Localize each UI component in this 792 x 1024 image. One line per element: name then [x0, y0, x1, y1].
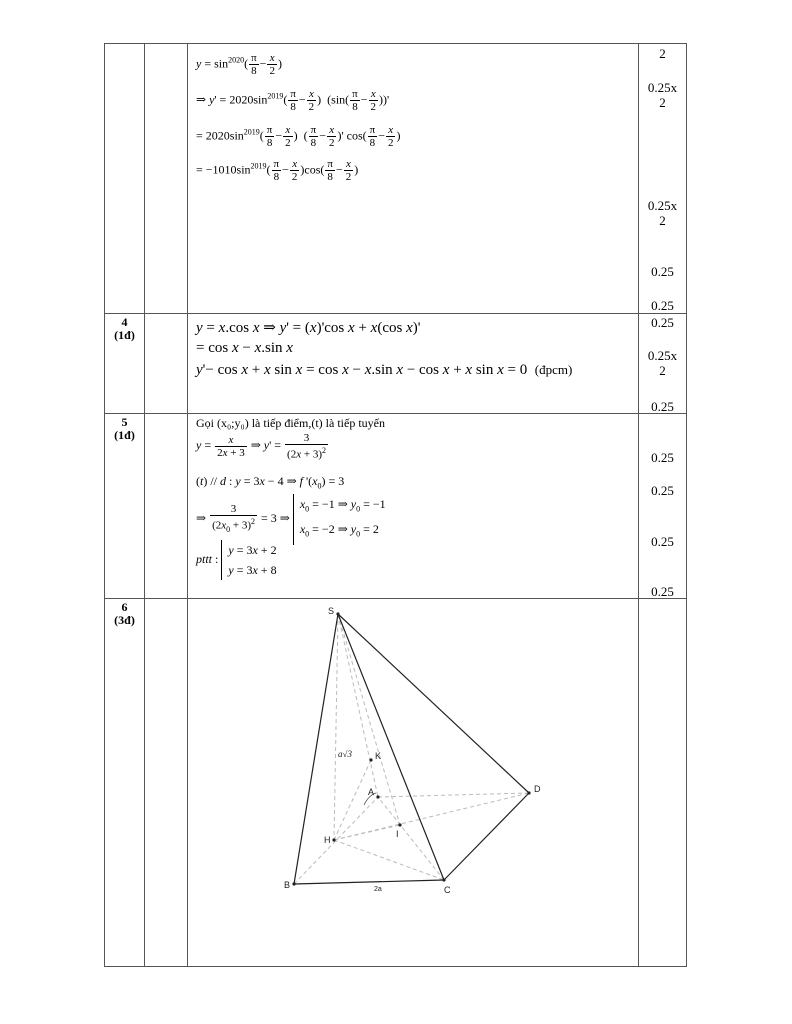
- vertex-label-d: D: [534, 784, 541, 794]
- answer-table: [104, 43, 687, 967]
- blank-cell: [145, 414, 188, 599]
- score: 0.25x 2: [647, 80, 678, 110]
- math-line: = $-1010\sin^{2019}$( $\frac{\pi}{8}$ − $\frac{x}{2}$ )cos( $\frac{\pi}{8}$ − $\frac{x}{2}$ ): [196, 158, 359, 183]
- math-line: y = $\frac{x}{2x + 3}$ ⇒ y' = $\frac{3}{(2x + 3)^2}$: [196, 432, 326, 461]
- vertex-label-a: A: [368, 787, 375, 797]
- question-cell: [105, 44, 145, 314]
- pyramid-figure: [188, 599, 639, 965]
- score: 0.25x 2: [647, 348, 678, 378]
- math-line: y'− cos x + x sin x = cos x − x.sin x − cos x + x sin x = 0 (đpcm): [196, 362, 573, 378]
- height-label: a√3: [338, 749, 352, 759]
- math-line: = $2020\sin^{2019}$( $\frac{\pi}{8}$ − $\frac{x}{2}$ ) ( $\frac{\pi}{8}$ − $\frac{x}{2}$ )' cos( $\frac{\pi}{8}$ − $\frac{x}{2}$ ): [196, 124, 401, 149]
- intro-text: Gọi (x₀;y₀) là tiếp điểm,(t) là tiếp tuyến: [196, 416, 385, 430]
- score: 0.25: [651, 298, 674, 313]
- base-label: 2a: [374, 886, 382, 893]
- vertex-label-h: H: [324, 835, 331, 845]
- table-row: [105, 599, 687, 967]
- table-row: [105, 314, 687, 414]
- question-points: (1đ): [114, 428, 135, 442]
- vertex-label-k: K: [375, 751, 382, 761]
- score: 0.25: [651, 584, 674, 599]
- score-cell: [639, 599, 687, 967]
- score-cell: [639, 314, 687, 414]
- vertex-label-i: I: [396, 829, 399, 839]
- score: 0.25: [651, 315, 674, 330]
- score: 2: [659, 46, 666, 61]
- math-line: = cos x − x.sin x: [196, 340, 293, 356]
- solution-cell: [188, 314, 639, 414]
- math-line: pttt : y = 3x + 2 y = 3x + 8: [196, 540, 277, 580]
- score: 0.25: [651, 399, 674, 414]
- figure-cell: [188, 599, 639, 967]
- question-number: 5: [121, 415, 128, 429]
- math-line: ⇒ $y' = 2020\sin^{2019}$( $\frac{\pi}{8}$ − $\frac{x}{2}$ ) (sin( $\frac{\pi}{8}$ − $\frac{x}{2}$ ))': [196, 88, 390, 113]
- score-cell: [639, 44, 687, 314]
- score: 0.25: [651, 483, 674, 498]
- math-line: y = x.cos x ⇒ y' = (x)'cos x + x(cos x)': [196, 320, 421, 336]
- qed-label: (đpcm): [534, 362, 573, 377]
- vertex-label-s: S: [328, 606, 335, 616]
- question-number-cell: [105, 314, 145, 414]
- score: 0.25x 2: [647, 198, 678, 228]
- math-line: (t) // d : y = 3x − 4 ⇒ f '$(x_0) = 3$: [196, 474, 345, 491]
- solution-cell: [188, 44, 639, 314]
- vertex-label-c: C: [444, 885, 451, 895]
- solution-cell: [188, 414, 639, 599]
- math-line: ⇒ $\frac{3}{(2x_0 + 3)^2}$ = 3 ⇒ $x_0 = -1$ ⇒ $y_0 = -1$ $x_0 = -2$ ⇒ $y_0 = 2$: [196, 494, 386, 545]
- blank-cell: [145, 314, 188, 414]
- table-row: [105, 44, 687, 314]
- question-number-cell: [105, 414, 145, 599]
- question-points: (3đ): [114, 613, 135, 627]
- vertex-label-b: B: [284, 880, 291, 890]
- question-points: (1đ): [114, 328, 135, 342]
- score: 0.25: [651, 264, 674, 279]
- table-row: [105, 414, 687, 599]
- question-number-cell: [105, 599, 145, 967]
- score: 0.25: [651, 534, 674, 549]
- score: 0.25: [651, 450, 674, 465]
- blank-cell: [145, 44, 188, 314]
- question-number: 6: [121, 600, 128, 614]
- question-number: 4: [121, 315, 128, 329]
- score-cell: [639, 414, 687, 599]
- math-line: $y = \sin^{2020}$( $\frac{\pi}{8}$ − $\frac{x}{2}$ ): [196, 52, 282, 77]
- blank-cell: [145, 599, 188, 967]
